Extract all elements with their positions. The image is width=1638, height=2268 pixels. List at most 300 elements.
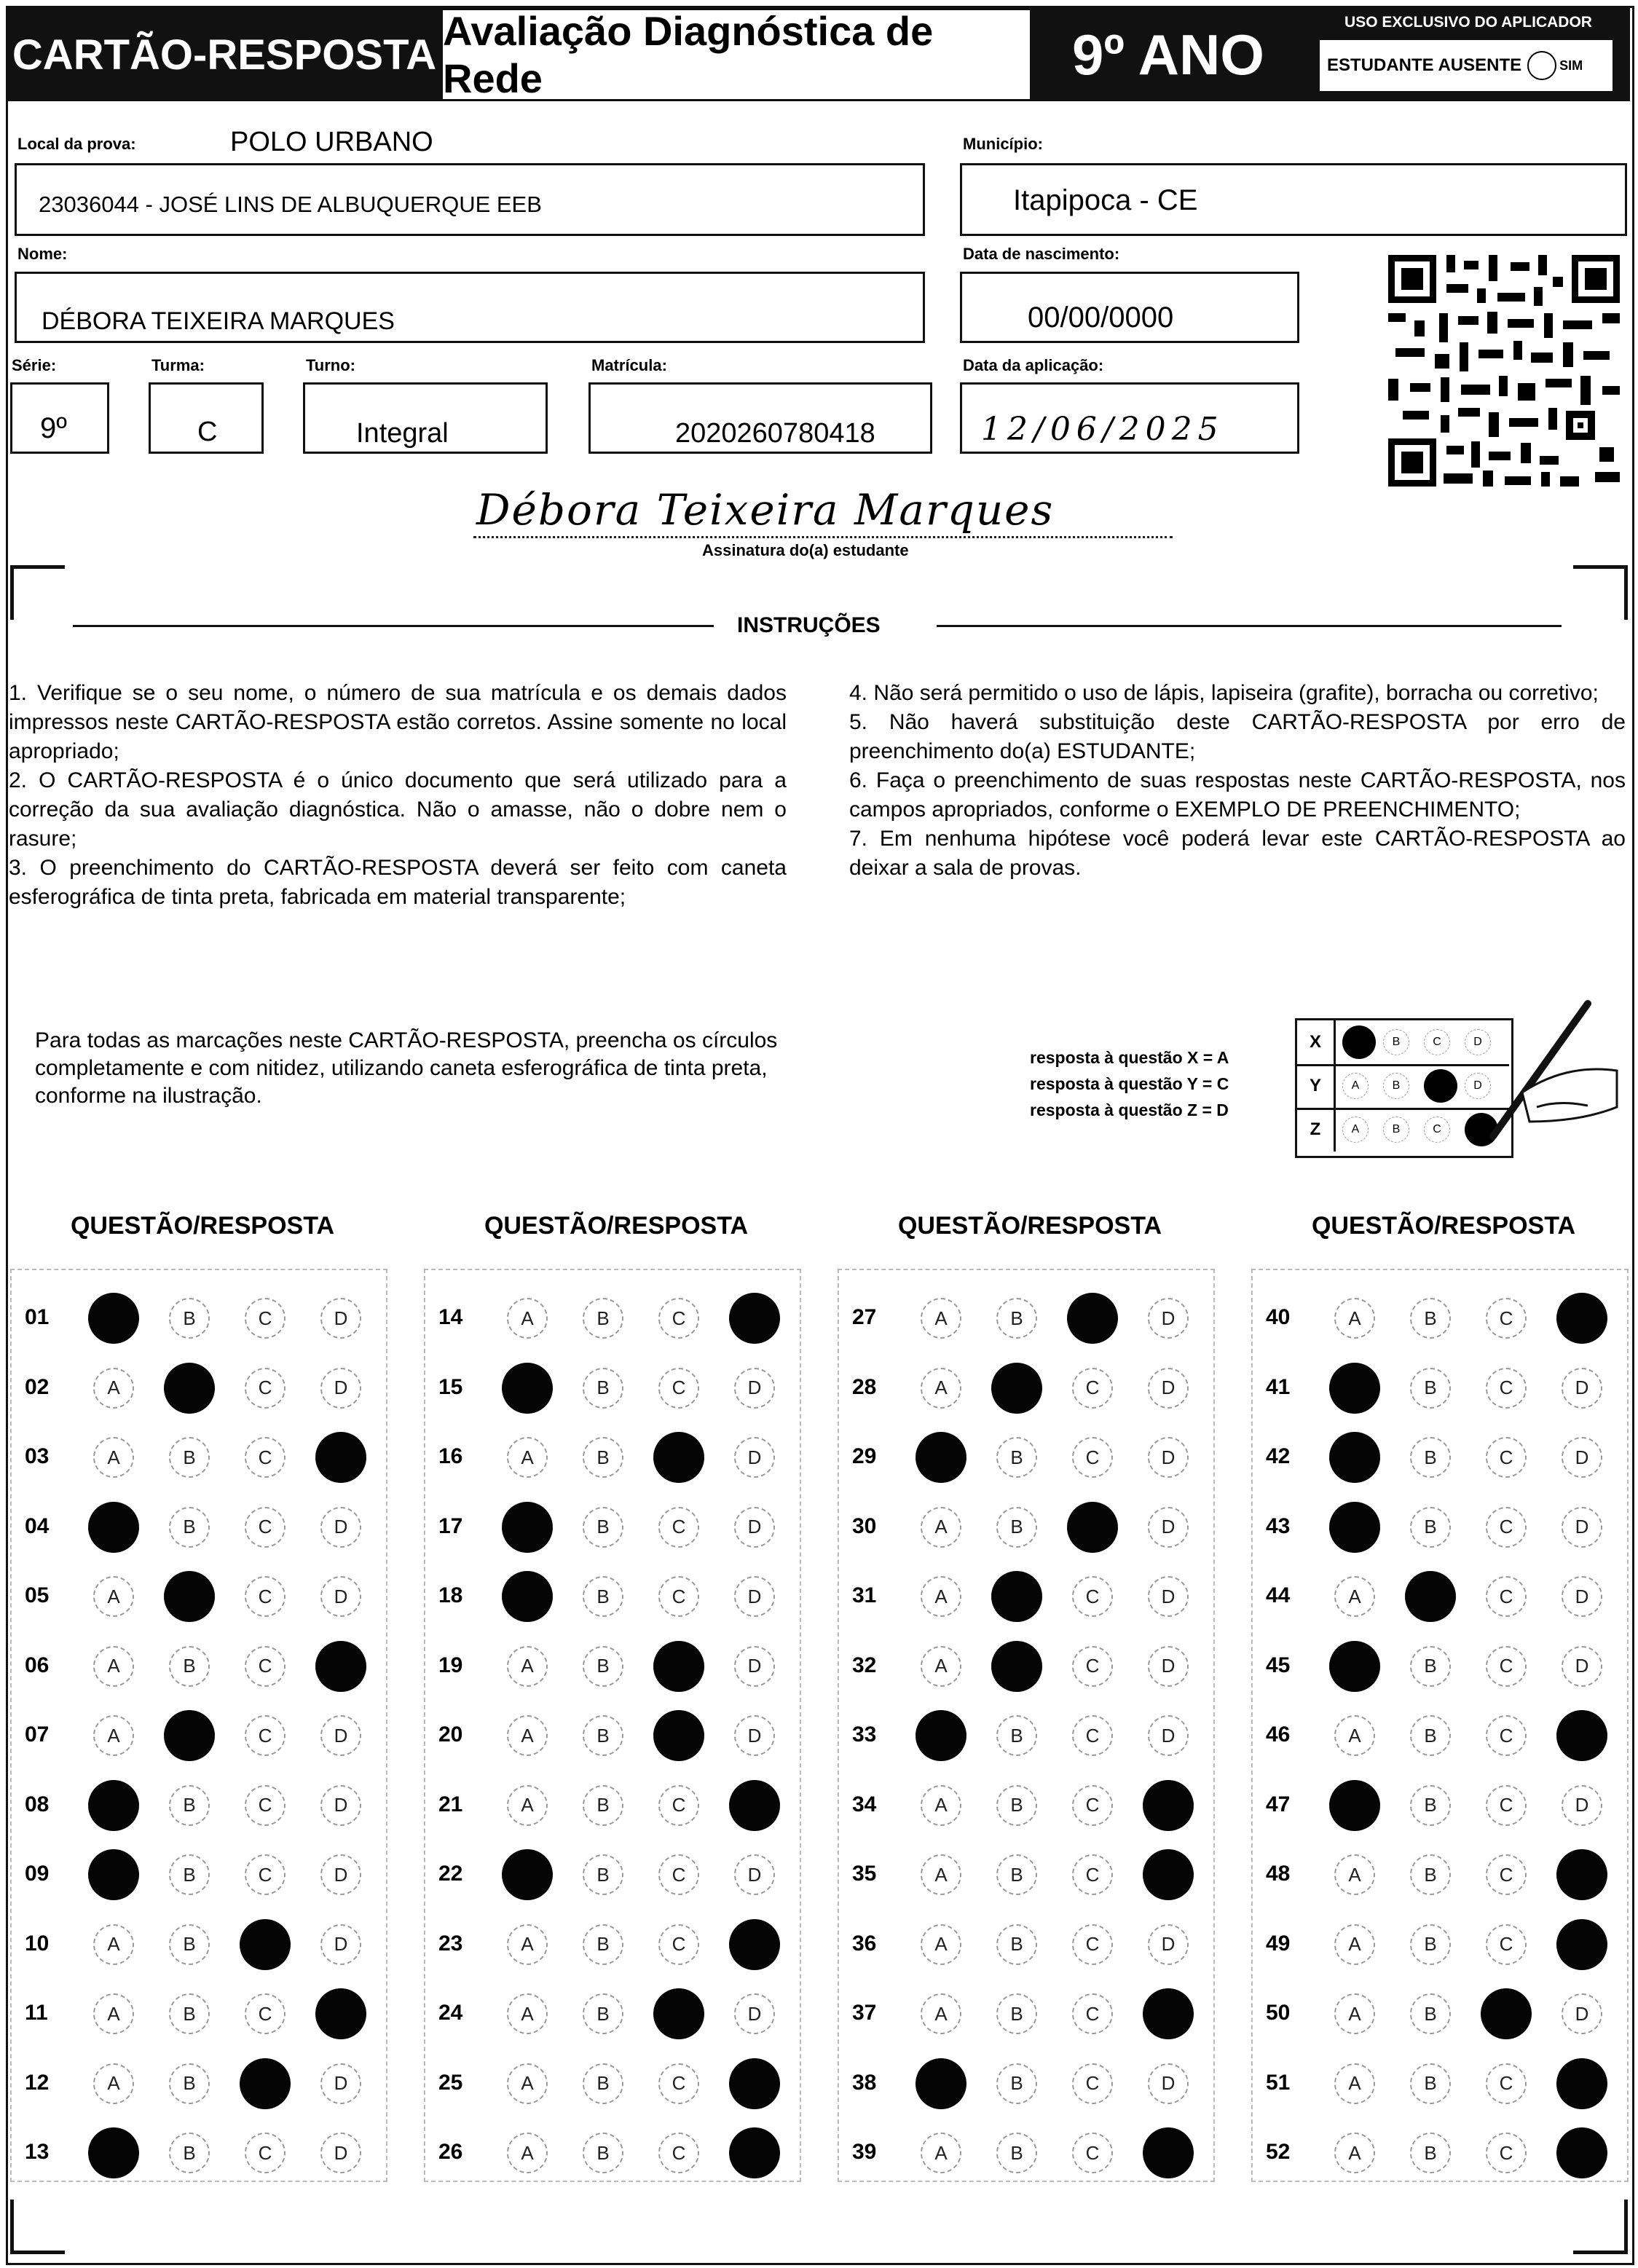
answer-bubble-c[interactable] xyxy=(653,1710,704,1761)
answer-bubble-b[interactable]: B xyxy=(169,1854,210,1895)
answer-bubble-b[interactable]: B xyxy=(583,1785,623,1826)
answer-bubble-a[interactable]: A xyxy=(507,2133,548,2173)
answer-bubble-b[interactable]: B xyxy=(583,1507,623,1548)
answer-bubble-a[interactable]: A xyxy=(921,2133,961,2173)
answer-bubble-a[interactable]: A xyxy=(921,1368,961,1409)
absent-option: SIM xyxy=(1559,58,1583,73)
answer-bubble-c[interactable]: C xyxy=(1486,2133,1527,2173)
answer-bubble-d[interactable] xyxy=(1143,2127,1194,2178)
answer-bubble-d[interactable]: D xyxy=(734,1507,775,1548)
answer-bubble-d[interactable] xyxy=(729,2058,780,2109)
question-number: 50 xyxy=(1266,2001,1291,2025)
answer-bubble-b[interactable]: B xyxy=(583,1993,623,2034)
question-number: 18 xyxy=(438,1583,463,1607)
answer-bubble-c[interactable]: C xyxy=(1072,1368,1113,1409)
answer-bubble-b[interactable]: B xyxy=(996,1993,1037,2034)
answer-bubble-d[interactable]: D xyxy=(320,1715,361,1756)
answer-bubble-c[interactable]: C xyxy=(1072,1646,1113,1687)
answer-column-title: QUESTÃO/RESPOSTA xyxy=(1311,1212,1576,1240)
answer-bubble-b[interactable]: B xyxy=(1410,1924,1451,1965)
answer-row xyxy=(10,2124,385,2182)
answer-bubble-a[interactable]: A xyxy=(1334,1924,1375,1965)
answer-bubble-c[interactable]: C xyxy=(1072,1993,1113,2034)
answer-bubble-b[interactable]: B xyxy=(169,2133,210,2173)
answer-bubble-d[interactable] xyxy=(1556,1919,1607,1970)
turma-value: C xyxy=(197,417,218,447)
answer-bubble-d[interactable]: D xyxy=(320,1785,361,1826)
answer-row xyxy=(838,1846,1212,1904)
answer-bubble-b[interactable]: B xyxy=(1410,2133,1451,2173)
answer-bubble-c[interactable]: C xyxy=(1486,1368,1527,1409)
answer-bubble-d[interactable] xyxy=(729,2127,780,2178)
answer-bubble-b[interactable]: B xyxy=(996,1437,1037,1478)
answer-row xyxy=(1251,1637,1626,1696)
example-question-label: X xyxy=(1297,1020,1336,1064)
answer-bubble-d[interactable]: D xyxy=(1562,1646,1602,1687)
answer-bubble-d[interactable]: D xyxy=(1562,1507,1602,1548)
answer-bubble-c[interactable] xyxy=(653,1988,704,2039)
answer-bubble-c[interactable]: C xyxy=(1072,2063,1113,2104)
answer-bubble-d[interactable] xyxy=(1556,1293,1607,1344)
answer-bubble-a[interactable]: A xyxy=(1334,1993,1375,2034)
answer-bubble-d[interactable]: D xyxy=(734,1715,775,1756)
answer-bubble-b[interactable]: B xyxy=(583,2133,623,2173)
example-row xyxy=(1297,1064,1509,1110)
answer-bubble-c[interactable]: C xyxy=(1486,1924,1527,1965)
answer-bubble-d[interactable] xyxy=(1556,2127,1607,2178)
question-number: 10 xyxy=(25,1931,50,1956)
answer-row xyxy=(424,1985,798,2043)
instructions-rule-left xyxy=(73,625,714,627)
answer-bubble-c[interactable]: C xyxy=(245,1646,286,1687)
answer-bubble-c[interactable]: C xyxy=(658,1576,699,1617)
question-number: 14 xyxy=(438,1305,463,1329)
corner-bottom-left xyxy=(10,2200,65,2254)
answer-bubble-b[interactable]: B xyxy=(583,1646,623,1687)
answer-bubble-c[interactable]: C xyxy=(245,1854,286,1895)
question-number: 23 xyxy=(438,1931,463,1956)
answer-bubble-a[interactable]: A xyxy=(921,1646,961,1687)
answer-bubble-b[interactable]: B xyxy=(1410,1854,1451,1895)
answer-bubble-c[interactable]: C xyxy=(245,1576,286,1617)
answer-bubble-b[interactable]: B xyxy=(1410,2063,1451,2104)
answer-bubble-b[interactable]: B xyxy=(169,1646,210,1687)
answer-bubble-b[interactable]: B xyxy=(583,1924,623,1965)
question-number: 01 xyxy=(25,1305,50,1329)
question-number: 26 xyxy=(438,2140,463,2164)
answer-bubble-c[interactable]: C xyxy=(1072,1715,1113,1756)
answer-bubble-b[interactable]: B xyxy=(169,1507,210,1548)
answer-bubble-d[interactable]: D xyxy=(1148,1646,1189,1687)
answer-bubble-c[interactable] xyxy=(653,1641,704,1692)
answer-bubble-c[interactable]: C xyxy=(245,1298,286,1339)
instruction-item: 3. O preenchimento do CARTÃO-RESPOSTA deverá ser feito com caneta esferográfica de tinta preta, fabricada em material transparente; xyxy=(9,856,787,909)
answer-row xyxy=(838,1359,1212,1417)
answer-bubble-a[interactable] xyxy=(1329,1432,1380,1483)
answer-bubble-b[interactable]: B xyxy=(169,1993,210,2034)
answer-bubble-d[interactable]: D xyxy=(1562,1576,1602,1617)
answer-row xyxy=(424,1498,798,1556)
answer-bubble-d[interactable] xyxy=(315,1432,366,1483)
question-number: 28 xyxy=(852,1374,877,1399)
instruction-item: 4. Não será permitido o uso de lápis, lapiseira (grafite), borracha ou corretivo; xyxy=(849,681,1599,705)
answer-bubble-b[interactable]: B xyxy=(583,1715,623,1756)
answer-bubble-b[interactable]: B xyxy=(583,1576,623,1617)
answer-bubble-a[interactable]: A xyxy=(507,1298,548,1339)
answer-row xyxy=(838,1776,1212,1835)
answer-bubble-a[interactable]: A xyxy=(921,1507,961,1548)
signature xyxy=(452,481,1180,546)
example-bubble-d: D xyxy=(1465,1029,1491,1055)
answer-bubble-b[interactable] xyxy=(991,1571,1042,1622)
question-number: 38 xyxy=(852,2070,877,2095)
answer-bubble-d[interactable] xyxy=(1143,1780,1194,1831)
answer-bubble-b[interactable]: B xyxy=(996,1854,1037,1895)
answer-bubble-a[interactable] xyxy=(88,1849,139,1900)
answer-row xyxy=(1251,1846,1626,1904)
answer-bubble-a[interactable] xyxy=(88,1293,139,1344)
answer-bubble-b[interactable]: B xyxy=(169,1437,210,1478)
answer-bubble-b[interactable]: B xyxy=(1410,1993,1451,2034)
answer-bubble-d[interactable]: D xyxy=(734,1993,775,2034)
answer-bubble-a[interactable] xyxy=(502,1571,553,1622)
answer-column-title: QUESTÃO/RESPOSTA xyxy=(897,1212,1162,1240)
answer-bubble-b[interactable]: B xyxy=(169,1924,210,1965)
answer-bubble-c[interactable]: C xyxy=(1486,1298,1527,1339)
answer-bubble-d[interactable] xyxy=(1556,1849,1607,1900)
absent-box xyxy=(1320,40,1613,91)
answer-bubble-c[interactable]: C xyxy=(1486,1646,1527,1687)
answer-bubble-d[interactable]: D xyxy=(320,2133,361,2173)
answer-bubble-b[interactable]: B xyxy=(1410,1715,1451,1756)
answer-bubble-d[interactable] xyxy=(1556,1710,1607,1761)
answer-bubble-c[interactable]: C xyxy=(1072,1854,1113,1895)
qr-code-graphic xyxy=(1388,255,1620,487)
example-bubble-a: A xyxy=(1342,1073,1369,1099)
question-number: 13 xyxy=(25,2140,50,2164)
answer-bubble-c[interactable]: C xyxy=(245,1715,286,1756)
aplicacao-label: Data da aplicação: xyxy=(963,356,1104,374)
turma-field xyxy=(149,382,264,454)
answer-bubble-d[interactable] xyxy=(729,1293,780,1344)
answer-bubble-b[interactable]: B xyxy=(1410,1785,1451,1826)
answer-bubble-a[interactable] xyxy=(916,1432,966,1483)
answer-bubble-d[interactable]: D xyxy=(1148,2063,1189,2104)
answer-bubble-c[interactable]: C xyxy=(658,2063,699,2104)
answer-row xyxy=(838,1637,1212,1696)
absent-bubble[interactable] xyxy=(1527,51,1556,80)
answer-bubble-d[interactable]: D xyxy=(1148,1298,1189,1339)
answer-bubble-c[interactable]: C xyxy=(658,1507,699,1548)
answer-bubble-d[interactable]: D xyxy=(320,1298,361,1339)
answer-bubble-d[interactable]: D xyxy=(320,1576,361,1617)
example-bubble-a xyxy=(1342,1025,1376,1059)
instruction-item: 6. Faça o preenchimento de suas respostas neste CARTÃO-RESPOSTA, nos campos apropriados, conforme o EXEMPLO DE PREENCHIMENTO; xyxy=(849,768,1626,822)
school-value: 23036044 - JOSÉ LINS DE ALBUQUERQUE EEB xyxy=(39,192,542,217)
answer-bubble-a[interactable]: A xyxy=(921,1854,961,1895)
answer-bubble-c[interactable]: C xyxy=(1486,1785,1527,1826)
answer-bubble-a[interactable]: A xyxy=(93,2063,134,2104)
answer-bubble-a[interactable] xyxy=(88,1780,139,1831)
answer-bubble-a[interactable]: A xyxy=(93,1924,134,1965)
answer-bubble-a[interactable]: A xyxy=(93,1993,134,2034)
answer-bubble-b[interactable]: B xyxy=(583,1854,623,1895)
answer-bubble-b[interactable] xyxy=(164,1710,215,1761)
answer-row xyxy=(838,1915,1212,1974)
answer-bubble-d[interactable]: D xyxy=(734,1576,775,1617)
answer-bubble-b[interactable]: B xyxy=(1410,1507,1451,1548)
answer-bubble-c[interactable]: C xyxy=(1486,1576,1527,1617)
answer-bubble-c[interactable]: C xyxy=(245,1507,286,1548)
answer-bubble-a[interactable]: A xyxy=(507,2063,548,2104)
answer-row xyxy=(10,1776,385,1835)
answer-bubble-a[interactable]: A xyxy=(507,1715,548,1756)
answer-row xyxy=(838,1985,1212,2043)
answer-bubble-c[interactable]: C xyxy=(1486,1437,1527,1478)
answer-bubble-c[interactable]: C xyxy=(245,1368,286,1409)
serie-label: Série: xyxy=(12,356,57,374)
instruction-item: 7. Em nenhuma hipótese você poderá levar este CARTÃO-RESPOSTA ao deixar a sala de provas. xyxy=(849,827,1626,880)
answer-bubble-a[interactable]: A xyxy=(507,1924,548,1965)
signature-text: Débora Teixeira Marques xyxy=(476,485,1055,535)
answer-bubble-b[interactable]: B xyxy=(583,1298,623,1339)
answer-bubble-b[interactable]: B xyxy=(1410,1298,1451,1339)
answer-row xyxy=(1251,1428,1626,1487)
question-number: 29 xyxy=(852,1444,877,1468)
question-number: 39 xyxy=(852,2140,877,2164)
question-number: 37 xyxy=(852,2001,877,2025)
answer-bubble-c[interactable] xyxy=(1067,1293,1118,1344)
answer-bubble-a[interactable]: A xyxy=(1334,2063,1375,2104)
answer-bubble-d[interactable]: D xyxy=(1148,1924,1189,1965)
answer-bubble-a[interactable]: A xyxy=(507,1437,548,1478)
answer-row xyxy=(10,1706,385,1765)
answer-bubble-a[interactable] xyxy=(88,2127,139,2178)
answer-row xyxy=(10,1846,385,1904)
answer-bubble-c[interactable]: C xyxy=(245,1993,286,2034)
answer-bubble-d[interactable] xyxy=(1143,1988,1194,2039)
answer-bubble-a[interactable]: A xyxy=(1334,1715,1375,1756)
question-number: 24 xyxy=(438,2001,463,2025)
answer-bubble-b[interactable] xyxy=(991,1363,1042,1414)
answer-bubble-b[interactable]: B xyxy=(996,1785,1037,1826)
answer-bubble-c[interactable]: C xyxy=(1072,1437,1113,1478)
answer-bubble-a[interactable]: A xyxy=(921,1298,961,1339)
answer-bubble-d[interactable] xyxy=(729,1780,780,1831)
answer-bubble-a[interactable]: A xyxy=(507,1993,548,2034)
answer-bubble-d[interactable]: D xyxy=(1562,1368,1602,1409)
answer-bubble-b[interactable] xyxy=(164,1363,215,1414)
answer-row xyxy=(1251,1359,1626,1417)
answer-bubble-b[interactable] xyxy=(1405,1571,1456,1622)
answer-bubble-d[interactable]: D xyxy=(1562,1993,1602,2034)
answer-column-title: QUESTÃO/RESPOSTA xyxy=(70,1212,335,1240)
answer-bubble-a[interactable]: A xyxy=(921,1576,961,1617)
answer-bubble-d[interactable]: D xyxy=(1562,1437,1602,1478)
nome-value: DÉBORA TEIXEIRA MARQUES xyxy=(42,307,395,335)
answer-bubble-a[interactable]: A xyxy=(93,1646,134,1687)
answer-bubble-a[interactable]: A xyxy=(1334,1854,1375,1895)
answer-bubble-c[interactable]: C xyxy=(1486,1507,1527,1548)
answer-bubble-d[interactable]: D xyxy=(1148,1507,1189,1548)
answer-bubble-d[interactable]: D xyxy=(320,1507,361,1548)
answer-row xyxy=(424,1846,798,1904)
answer-bubble-b[interactable]: B xyxy=(583,1437,623,1478)
answer-row xyxy=(10,1567,385,1626)
answer-bubble-d[interactable] xyxy=(315,1988,366,2039)
answer-bubble-c[interactable] xyxy=(653,1432,704,1483)
answer-bubble-a[interactable]: A xyxy=(93,1368,134,1409)
corner-top-right xyxy=(1573,565,1628,620)
answer-bubble-c[interactable] xyxy=(1067,1502,1118,1553)
answer-bubble-b[interactable]: B xyxy=(169,1785,210,1826)
answer-bubble-d[interactable]: D xyxy=(734,1854,775,1895)
municipio-label: Município: xyxy=(963,135,1043,153)
turno-value: Integral xyxy=(356,418,449,449)
answer-row xyxy=(424,2055,798,2113)
answer-bubble-c[interactable] xyxy=(240,2058,291,2109)
answer-bubble-c[interactable] xyxy=(240,1919,291,1970)
answer-bubble-d[interactable]: D xyxy=(734,1437,775,1478)
answer-bubble-d[interactable]: D xyxy=(734,1368,775,1409)
answer-bubble-d[interactable]: D xyxy=(320,2063,361,2104)
answer-bubble-a[interactable] xyxy=(502,1502,553,1553)
answer-bubble-b[interactable] xyxy=(164,1571,215,1622)
answer-bubble-a[interactable]: A xyxy=(507,1785,548,1826)
question-number: 09 xyxy=(25,1862,50,1886)
nascimento-field xyxy=(960,272,1299,343)
answer-bubble-c[interactable]: C xyxy=(1072,1576,1113,1617)
answer-row xyxy=(424,2124,798,2182)
answer-bubble-c[interactable]: C xyxy=(658,1785,699,1826)
answer-bubble-a[interactable] xyxy=(502,1363,553,1414)
answer-bubble-c[interactable]: C xyxy=(1486,2063,1527,2104)
answer-bubble-b[interactable]: B xyxy=(996,2133,1037,2173)
answer-bubble-a[interactable]: A xyxy=(1334,1298,1375,1339)
question-number: 52 xyxy=(1266,2140,1291,2164)
answer-bubble-a[interactable]: A xyxy=(507,1646,548,1687)
answer-bubble-c[interactable]: C xyxy=(658,1924,699,1965)
answer-bubble-b[interactable]: B xyxy=(996,1924,1037,1965)
answer-bubble-c[interactable]: C xyxy=(1072,1785,1113,1826)
answer-bubble-b[interactable]: B xyxy=(169,2063,210,2104)
question-number: 02 xyxy=(25,1374,50,1399)
answer-bubble-d[interactable]: D xyxy=(734,1646,775,1687)
answer-bubble-b[interactable]: B xyxy=(996,1298,1037,1339)
answer-bubble-b[interactable]: B xyxy=(996,1715,1037,1756)
answer-row xyxy=(10,1428,385,1487)
answer-bubble-c[interactable]: C xyxy=(658,1298,699,1339)
answer-bubble-a[interactable] xyxy=(88,1502,139,1553)
answer-bubble-c[interactable]: C xyxy=(658,1854,699,1895)
answer-bubble-a[interactable]: A xyxy=(93,1576,134,1617)
answer-row xyxy=(838,1498,1212,1556)
answer-bubble-c[interactable]: C xyxy=(1072,1924,1113,1965)
answer-bubble-d[interactable]: D xyxy=(1148,1368,1189,1409)
answer-bubble-a[interactable] xyxy=(1329,1363,1380,1414)
answer-bubble-c[interactable]: C xyxy=(245,1785,286,1826)
example-line: resposta à questão Z = D xyxy=(1030,1100,1229,1119)
answer-bubble-a[interactable]: A xyxy=(1334,1576,1375,1617)
answer-bubble-a[interactable]: A xyxy=(93,1437,134,1478)
answer-row xyxy=(1251,1776,1626,1835)
answer-bubble-a[interactable]: A xyxy=(1334,2133,1375,2173)
answer-bubble-c[interactable]: C xyxy=(1486,1715,1527,1756)
answer-bubble-b[interactable]: B xyxy=(583,1368,623,1409)
answer-bubble-b[interactable]: B xyxy=(1410,1368,1451,1409)
answer-bubble-b[interactable]: B xyxy=(1410,1437,1451,1478)
answer-bubble-b[interactable]: B xyxy=(1410,1646,1451,1687)
answer-bubble-d[interactable]: D xyxy=(320,1368,361,1409)
answer-row xyxy=(1251,1985,1626,2043)
answer-bubble-d[interactable] xyxy=(1143,1849,1194,1900)
serie-field xyxy=(10,382,109,454)
instructions-right xyxy=(849,679,1626,883)
answer-bubble-a[interactable] xyxy=(1329,1780,1380,1831)
answer-bubble-b[interactable]: B xyxy=(996,2063,1037,2104)
answer-bubble-a[interactable] xyxy=(502,1849,553,1900)
answer-bubble-b[interactable]: B xyxy=(583,2063,623,2104)
answer-bubble-b[interactable]: B xyxy=(169,1298,210,1339)
answer-bubble-c[interactable]: C xyxy=(658,2133,699,2173)
answer-bubble-c[interactable]: C xyxy=(245,1437,286,1478)
instructions-title: INSTRUÇÕES xyxy=(737,613,881,637)
question-number: 17 xyxy=(438,1513,463,1538)
answer-bubble-d[interactable]: D xyxy=(320,1854,361,1895)
example-lines xyxy=(1030,1044,1229,1123)
answer-bubble-a[interactable]: A xyxy=(921,1785,961,1826)
answer-bubble-d[interactable]: D xyxy=(1148,1437,1189,1478)
answer-bubble-b[interactable] xyxy=(991,1641,1042,1692)
answer-bubble-c[interactable] xyxy=(1481,1988,1532,2039)
answer-bubble-a[interactable] xyxy=(1329,1502,1380,1553)
question-number: 42 xyxy=(1266,1444,1291,1468)
answer-bubble-c[interactable]: C xyxy=(245,2133,286,2173)
answer-bubble-d[interactable]: D xyxy=(320,1924,361,1965)
answer-bubble-a[interactable]: A xyxy=(921,1924,961,1965)
answer-bubble-a[interactable] xyxy=(1329,1641,1380,1692)
answer-bubble-d[interactable]: D xyxy=(1562,1785,1602,1826)
answer-row xyxy=(424,1428,798,1487)
answer-row xyxy=(424,1915,798,1974)
instruction-item: 2. O CARTÃO-RESPOSTA é o único documento que será utilizado para a correção da sua avaliação diagnóstica. Não o amasse, não o dobre nem o rasure; xyxy=(9,768,787,851)
answer-bubble-c[interactable]: C xyxy=(658,1368,699,1409)
answer-bubble-d[interactable] xyxy=(315,1641,366,1692)
instruction-item: 5. Não haverá substituição deste CARTÃO-RESPOSTA por erro de preenchimento do(a) ESTUDANTE; xyxy=(849,710,1626,763)
answer-bubble-b[interactable]: B xyxy=(996,1507,1037,1548)
instruction-item: 1. Verifique se o seu nome, o número de sua matrícula e os demais dados impressos neste CARTÃO-RESPOSTA estão corretos. Assine somente no local apropriado; xyxy=(9,681,787,763)
answer-bubble-d[interactable] xyxy=(729,1919,780,1970)
example-question-label: Y xyxy=(1297,1064,1336,1108)
question-number: 03 xyxy=(25,1444,50,1468)
answer-bubble-a[interactable] xyxy=(916,2058,966,2109)
answer-row xyxy=(838,2124,1212,2182)
answer-bubble-d[interactable]: D xyxy=(1148,1576,1189,1617)
question-number: 44 xyxy=(1266,1583,1291,1607)
question-number: 21 xyxy=(438,1792,463,1816)
answer-bubble-a[interactable]: A xyxy=(921,1993,961,2034)
answer-bubble-d[interactable]: D xyxy=(1148,1715,1189,1756)
answer-bubble-a[interactable] xyxy=(916,1710,966,1761)
question-number: 43 xyxy=(1266,1513,1291,1538)
answer-bubble-d[interactable] xyxy=(1556,2058,1607,2109)
answer-bubble-c[interactable]: C xyxy=(1486,1854,1527,1895)
answer-bubble-c[interactable]: C xyxy=(1072,2133,1113,2173)
answer-bubble-a[interactable]: A xyxy=(93,1715,134,1756)
example-line: resposta à questão Y = C xyxy=(1030,1074,1229,1093)
question-number: 20 xyxy=(438,1722,463,1747)
example-bubble-b: B xyxy=(1383,1073,1409,1099)
